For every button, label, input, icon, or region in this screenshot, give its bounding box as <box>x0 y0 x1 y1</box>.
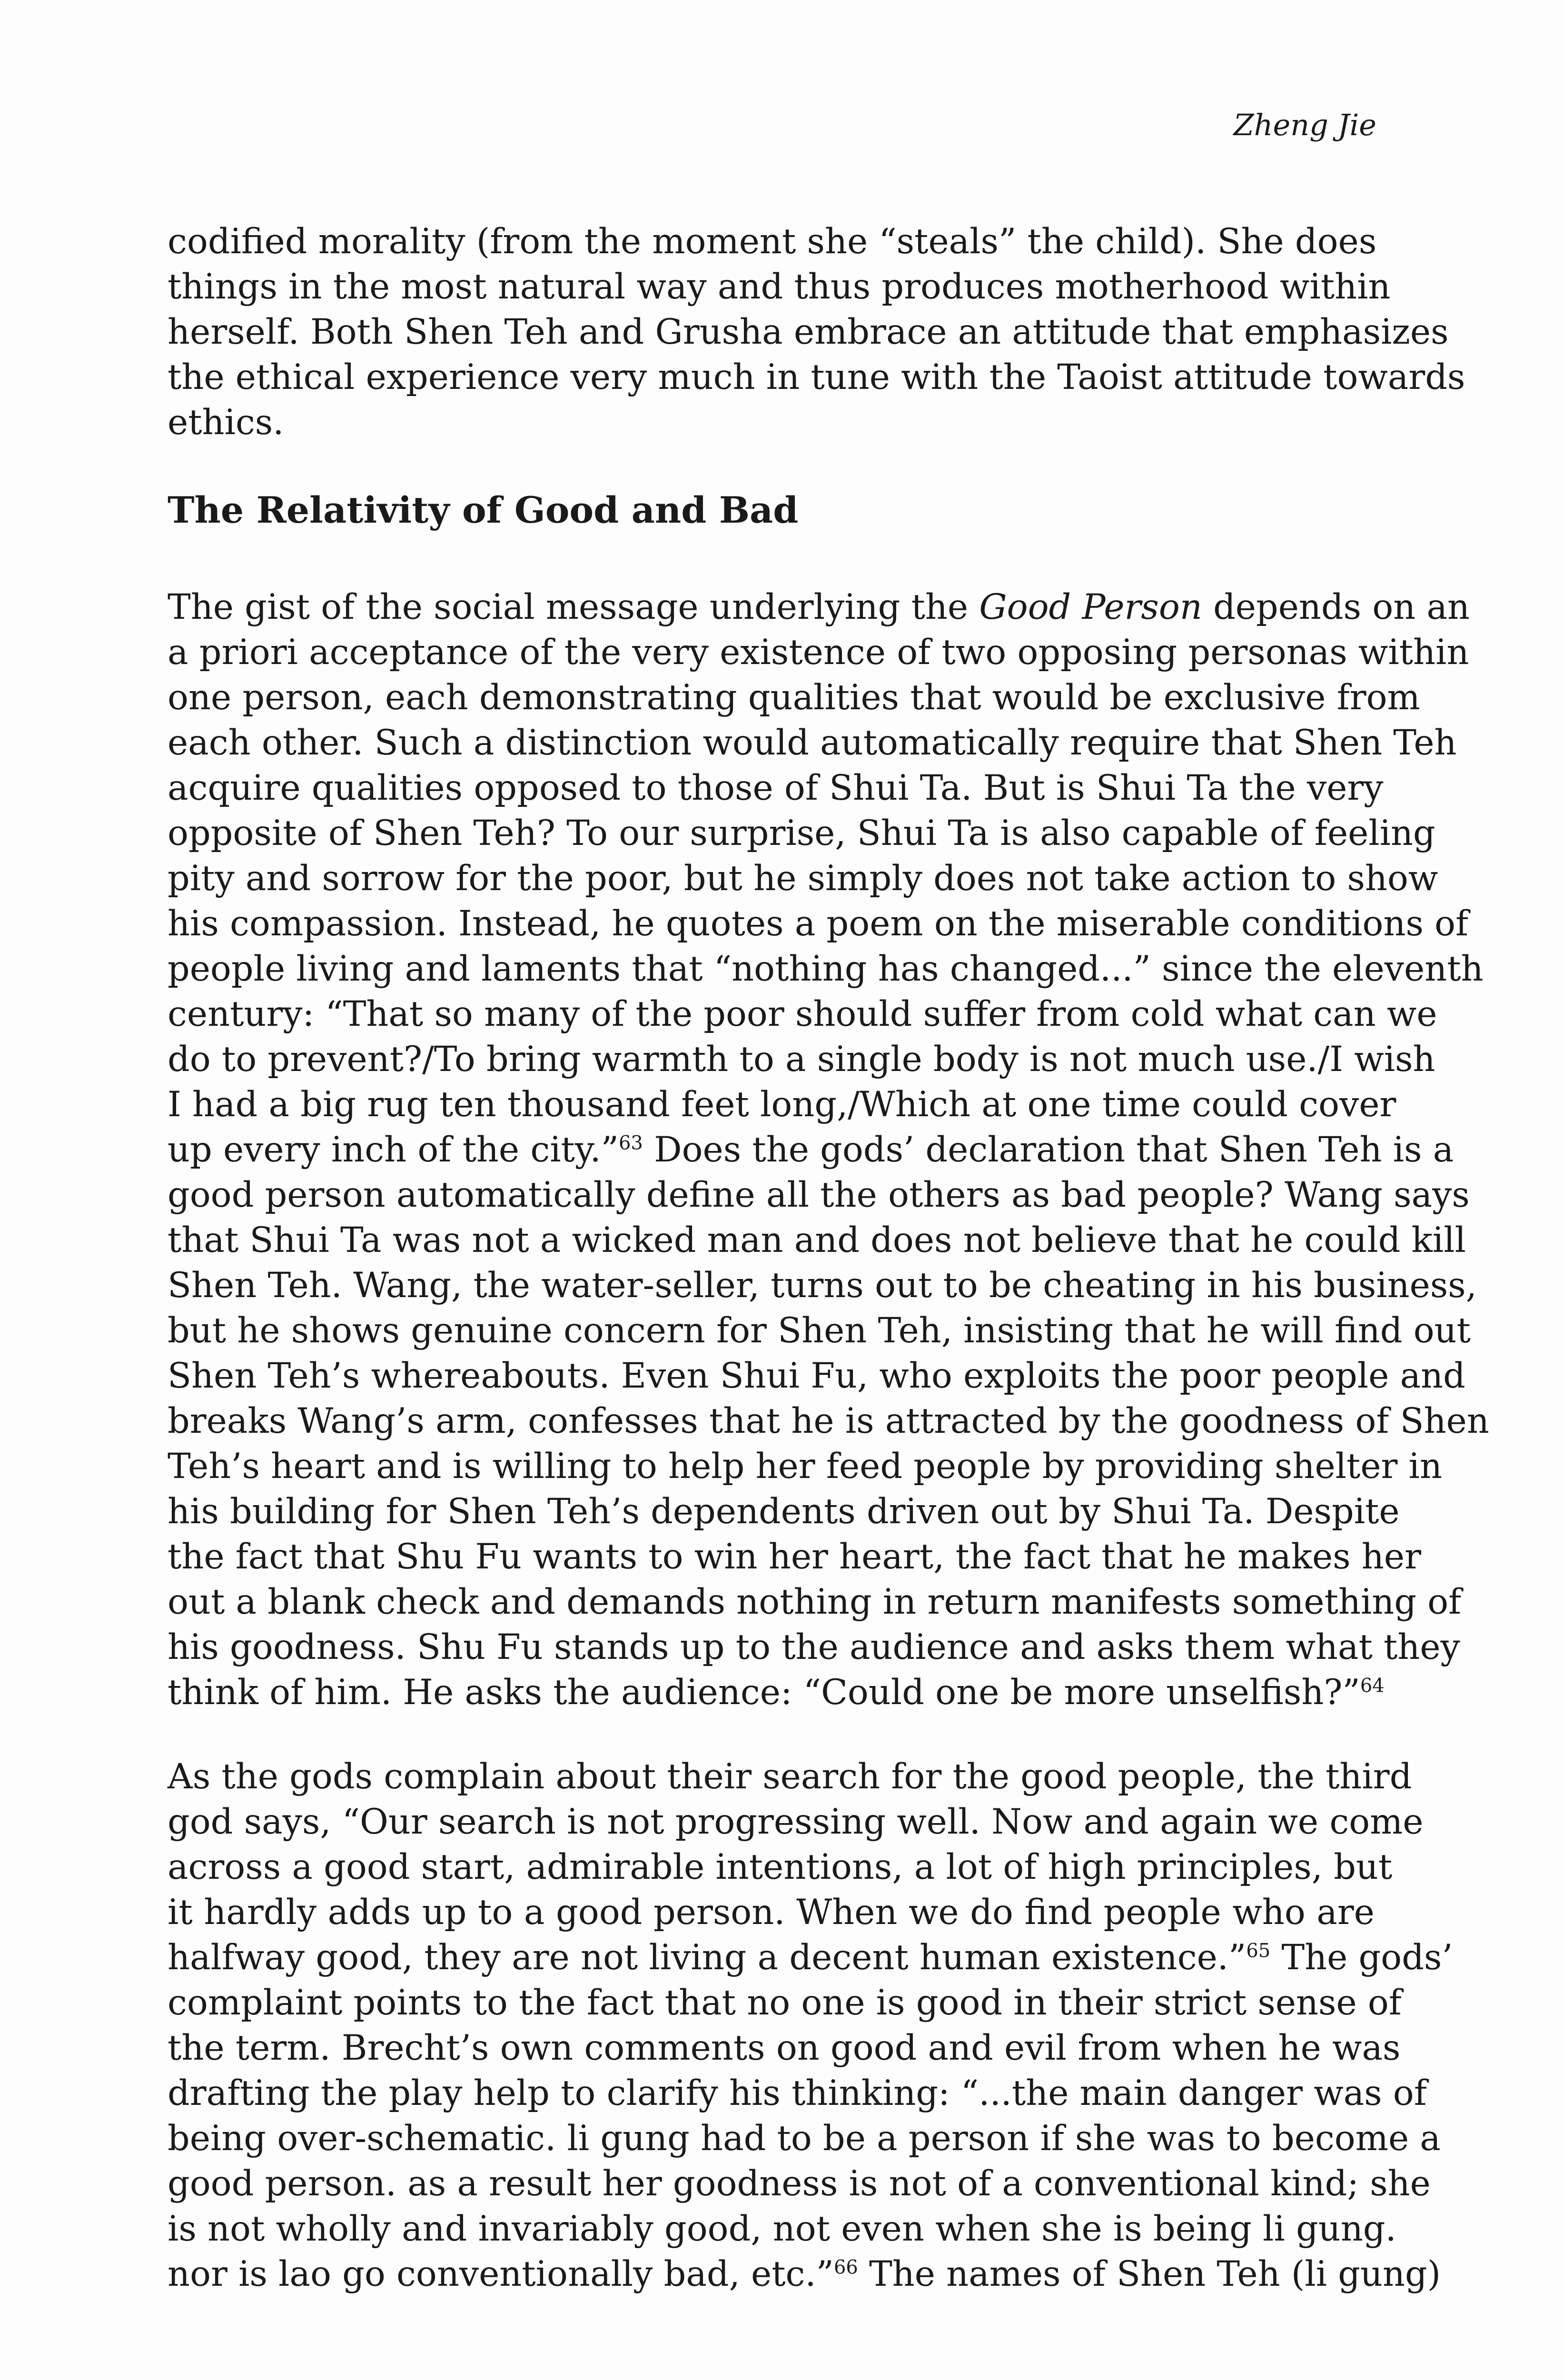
text-line: the fact that Shu Fu wants to win her heart, the fact that he makes her <box>168 1537 1422 1577</box>
text-line: the ethical experience very much in tune with the Taoist attitude towards <box>168 357 1465 397</box>
text-line: people living and laments that “nothing has changed...” since the eleventh <box>168 949 1484 989</box>
text-line: each other. Such a distinction would automatically require that Shen Teh <box>168 723 1457 763</box>
text-line: acquire qualities opposed to those of Shui Ta. But is Shui Ta the very <box>168 768 1384 808</box>
text-line: good person automatically define all the others as bad people? Wang says <box>168 1175 1470 1215</box>
text-line <box>168 1670 1385 1715</box>
text-line: his building for Shen Teh’s dependents driven out by Shui Ta. Despite <box>168 1491 1400 1532</box>
text-line: but he shows genuine concern for Shen Teh, insisting that he will find out <box>168 1310 1471 1351</box>
text-fragment: nor is lao go conventionally bad, etc.” <box>168 2254 834 2294</box>
text-line: codified morality (from the moment she “steals” the child). She does <box>168 221 1377 262</box>
text-line: century: “That so many of the poor should suffer from cold what can we <box>168 994 1437 1034</box>
text-line <box>168 1127 1454 1172</box>
text-line: do to prevent?/To bring warmth to a single body is not much use./I wish <box>168 1039 1435 1080</box>
text-line: his compassion. Instead, he quotes a poem on the miserable conditions of <box>168 903 1469 944</box>
footnote-marker-66: 66 <box>833 2256 858 2279</box>
text-fragment: The gods’ <box>1270 1937 1453 1978</box>
text-line: herself. Both Shen Teh and Grusha embrace an attitude that emphasizes <box>168 312 1449 352</box>
text-line: is not wholly and invariably good, not even when she is being li gung. <box>168 2209 1396 2249</box>
text-fragment: up every inch of the city.” <box>168 1130 619 1170</box>
text-line: opposite of Shen Teh? To our surprise, Shui Ta is also capable of feeling <box>168 813 1435 853</box>
paragraph-1 <box>168 219 1465 445</box>
text-line: ethics. <box>168 402 284 443</box>
text-line: it hardly adds up to a good person. When we do find people who are <box>168 1892 1375 1933</box>
text-line: across a good start, admirable intentions, a lot of high principles, but <box>168 1847 1393 1887</box>
paragraph-2 <box>168 585 1489 1715</box>
footnote-marker-64: 64 <box>1360 1675 1385 1697</box>
text-line <box>168 1935 1453 1980</box>
text-line: Teh’s heart and is willing to help her feed people by providing shelter in <box>168 1446 1443 1487</box>
footnote-marker-65: 65 <box>1246 1940 1271 1962</box>
text-line: breaks Wang’s arm, confesses that he is attracted by the goodness of Shen <box>168 1401 1489 1441</box>
text-fragment: depends on an <box>1202 587 1470 627</box>
text-line: As the gods complain about their search for the good people, the third <box>168 1756 1412 1797</box>
text-line: his goodness. Shu Fu stands up to the audience and asks them what they <box>168 1627 1460 1667</box>
text-line: Shen Teh’s whereabouts. Even Shui Fu, who exploits the poor people and <box>168 1356 1465 1396</box>
text-line <box>168 2251 1441 2297</box>
text-fragment: think of him. He asks the audience: “Could one be more unselfish?” <box>168 1672 1360 1713</box>
text-fragment: The gist of the social message underlying the <box>168 587 979 627</box>
text-line: good person. as a result her goodness is not of a conventional kind; she <box>168 2163 1431 2204</box>
text-line: one person, each demonstrating qualities that would be exclusive from <box>168 677 1420 718</box>
text-line: that Shui Ta was not a wicked man and does not believe that he could kill <box>168 1220 1466 1260</box>
text-line: the term. Brecht’s own comments on good and evil from when he was <box>168 2028 1401 2068</box>
text-fragment: Does the gods’ declaration that Shen Teh is a <box>643 1130 1454 1170</box>
text-line <box>168 585 1470 630</box>
text-line: out a blank check and demands nothing in return manifests something of <box>168 1582 1462 1622</box>
text-line: being over-schematic. li gung had to be a person if she was to become a <box>168 2118 1441 2159</box>
text-line: Shen Teh. Wang, the water-seller, turns out to be cheating in his business, <box>168 1265 1477 1306</box>
text-fragment: halfway good, they are not living a decent human existence.” <box>168 1937 1246 1978</box>
work-title: Good Person <box>979 587 1202 627</box>
section-heading: The Relativity of Good and Bad <box>168 489 799 531</box>
text-line: things in the most natural way and thus produces motherhood within <box>168 267 1391 307</box>
text-line: I had a big rug ten thousand feet long,/Which at one time could cover <box>168 1084 1396 1125</box>
text-line: god says, “Our search is not progressing well. Now and again we come <box>168 1802 1424 1842</box>
text-line: pity and sorrow for the poor, but he simply does not take action to show <box>168 858 1438 899</box>
text-line: drafting the play help to clarify his thinking: “...the main danger was of <box>168 2073 1427 2113</box>
paragraph-3 <box>168 1754 1453 2297</box>
text-line: complaint points to the fact that no one is good in their strict sense of <box>168 1983 1402 2023</box>
text-fragment: The names of Shen Teh (li gung) <box>858 2254 1441 2294</box>
footnote-marker-63: 63 <box>618 1132 643 1154</box>
running-header-author: Zheng Jie <box>1233 108 1376 142</box>
text-line: a priori acceptance of the very existence of two opposing personas within <box>168 632 1469 673</box>
